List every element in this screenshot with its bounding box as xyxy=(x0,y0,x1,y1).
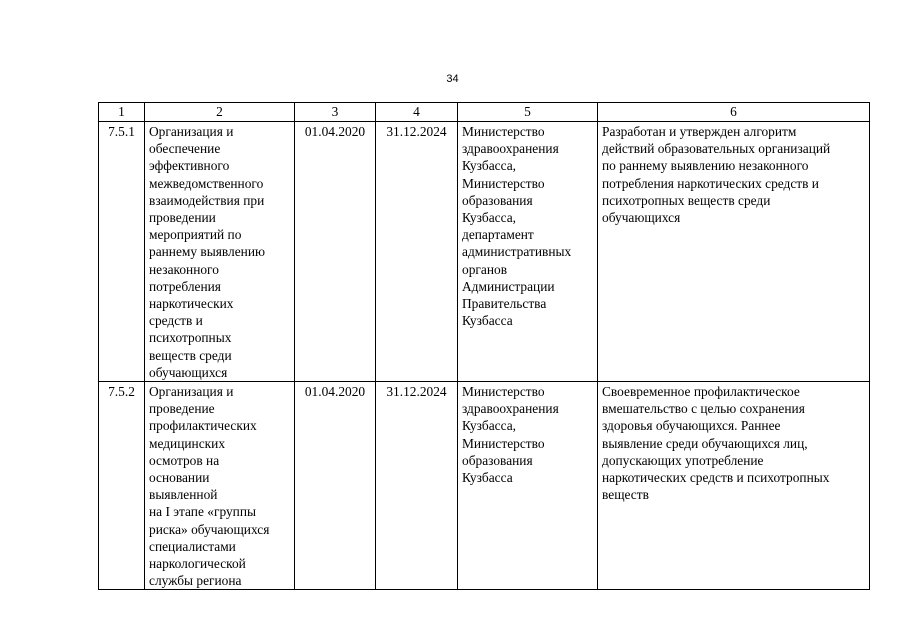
cell-line: образования xyxy=(462,192,533,208)
cell-line: Министерство xyxy=(462,384,545,400)
cell-line: психотропных веществ среди xyxy=(602,192,771,208)
column-header-3: 3 xyxy=(295,103,376,122)
cell-line: потребления xyxy=(149,278,221,294)
cell-line: веществ xyxy=(602,487,649,503)
cell-line: допускающих употребление xyxy=(602,452,764,468)
cell-line: риска» обучающихся xyxy=(149,521,270,537)
cell-line: Организация и xyxy=(149,384,234,400)
cell-line: Кузбасса, xyxy=(462,158,517,174)
cell-line: взаимодействия при xyxy=(149,192,265,208)
cell-line: службы региона xyxy=(149,573,242,589)
item-number: 7.5.1 xyxy=(99,122,145,382)
executors-cell xyxy=(458,382,598,590)
column-header-2: 2 xyxy=(145,103,295,122)
cell-line: раннему выявлению xyxy=(149,244,266,260)
cell-line: межведомственного xyxy=(149,175,264,191)
cell-line: действий образовательных организаций xyxy=(602,141,831,157)
activity-cell xyxy=(145,382,295,590)
cell-line: департамент xyxy=(462,227,534,243)
executors-cell xyxy=(458,122,598,382)
cell-line: основании xyxy=(149,470,210,486)
cell-line: потребления наркотических средств и xyxy=(602,175,819,191)
cell-line: средств и xyxy=(149,313,203,329)
cell-line: здравоохранения xyxy=(462,141,559,157)
item-number: 7.5.2 xyxy=(99,382,145,590)
cell-line: выявление среди обучающихся лиц, xyxy=(602,435,808,451)
result-cell xyxy=(598,382,870,590)
cell-line: образования xyxy=(462,452,533,468)
cell-line: Кузбасса xyxy=(462,470,513,486)
column-header-4: 4 xyxy=(376,103,458,122)
end-date: 31.12.2024 xyxy=(376,382,458,590)
result-cell xyxy=(598,122,870,382)
cell-line: эффективного xyxy=(149,158,230,174)
cell-line: специалистами xyxy=(149,538,236,554)
cell-line: профилактических xyxy=(149,418,257,434)
cell-line: обучающихся xyxy=(602,210,681,226)
cell-line: веществ среди xyxy=(149,347,232,363)
cell-line: мероприятий по xyxy=(149,227,242,243)
cell-line: осмотров на xyxy=(149,452,220,468)
cell-line: Кузбасса, xyxy=(462,210,517,226)
column-header-6: 6 xyxy=(598,103,870,122)
cell-line: проведении xyxy=(149,210,216,226)
cell-line: Правительства xyxy=(462,296,547,312)
cell-line: обеспечение xyxy=(149,141,221,157)
cell-line: Министерство xyxy=(462,124,545,139)
cell-line: Кузбасса, xyxy=(462,418,517,434)
page-number: 34 xyxy=(446,73,459,85)
cell-line: обучающихся xyxy=(149,364,228,380)
cell-line: здоровья обучающихся. Раннее xyxy=(602,418,781,434)
cell-line: Министерство xyxy=(462,435,545,451)
table-header-row xyxy=(99,103,870,122)
cell-line: Министерство xyxy=(462,175,545,191)
cell-line: органов xyxy=(462,261,508,277)
cell-line: административных xyxy=(462,244,572,260)
cell-line: здравоохранения xyxy=(462,401,559,417)
cell-line: наркологической xyxy=(149,556,246,572)
cell-line: выявленной xyxy=(149,487,218,503)
end-date: 31.12.2024 xyxy=(376,122,458,382)
cell-line: психотропных xyxy=(149,330,232,346)
cell-line: Администрации xyxy=(462,278,555,294)
cell-line: Кузбасса xyxy=(462,313,513,329)
cell-line: наркотических xyxy=(149,296,234,312)
cell-line: незаконного xyxy=(149,261,219,277)
cell-line: наркотических средств и психотропных xyxy=(602,470,830,486)
table-row xyxy=(99,382,870,590)
cell-line: по раннему выявлению незаконного xyxy=(602,158,809,174)
measures-table xyxy=(98,102,870,590)
activity-cell xyxy=(145,122,295,382)
cell-line: Организация и xyxy=(149,124,234,139)
start-date: 01.04.2020 xyxy=(295,382,376,590)
cell-line: Своевременное профилактическое xyxy=(602,384,800,400)
column-header-5: 5 xyxy=(458,103,598,122)
cell-line: на I этапе «группы xyxy=(149,504,256,520)
cell-line: проведение xyxy=(149,401,215,417)
cell-line: Разработан и утвержден алгоритм xyxy=(602,124,797,139)
cell-line: медицинских xyxy=(149,435,226,451)
column-header-1: 1 xyxy=(99,103,145,122)
table-row xyxy=(99,122,870,382)
cell-line: вмешательство с целью сохранения xyxy=(602,401,805,417)
start-date: 01.04.2020 xyxy=(295,122,376,382)
